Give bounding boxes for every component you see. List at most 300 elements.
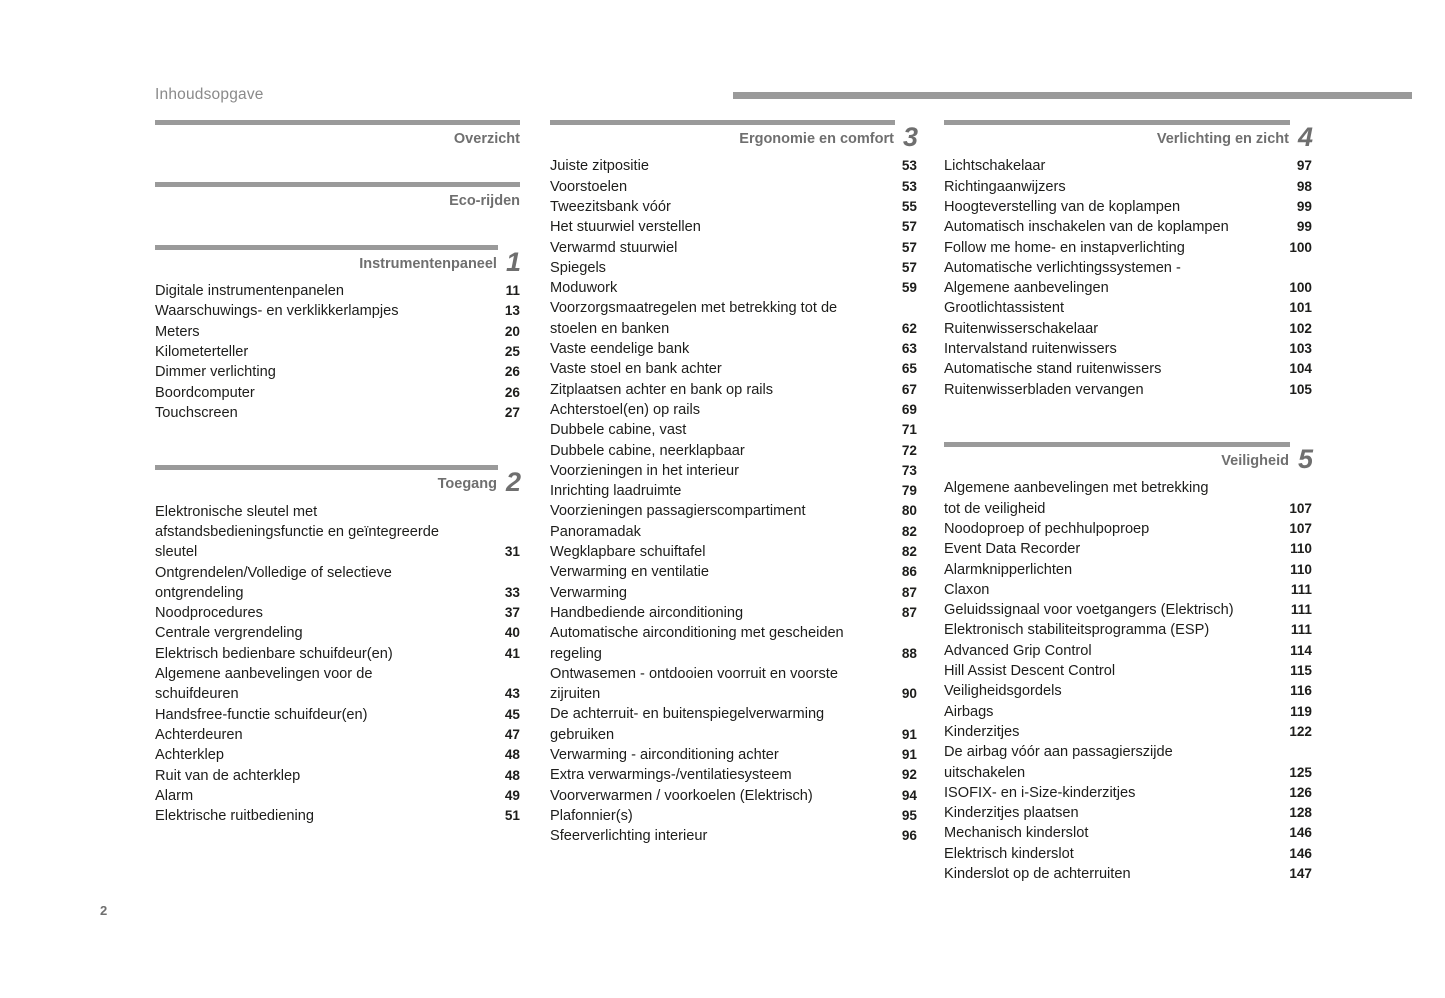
entry-page: 110 xyxy=(1290,561,1312,577)
entry-page: 147 xyxy=(1289,865,1312,881)
entry-label: Panoramadak xyxy=(550,523,641,540)
entry-label: tot de veiligheid xyxy=(944,500,1046,517)
list-item[interactable] xyxy=(155,383,520,403)
entry-label: afstandsbedieningsfunctie en geïntegreerde xyxy=(155,523,439,540)
section-title: Ergonomie en comfort xyxy=(739,131,894,147)
list-item[interactable] xyxy=(550,826,917,846)
entry-label: Elektrisch kinderslot xyxy=(944,845,1074,862)
entry-label: Airbags xyxy=(944,703,994,720)
section-rule xyxy=(155,182,520,187)
entry-page: 45 xyxy=(504,706,520,722)
entry-page: 40 xyxy=(504,625,520,641)
entry-label: Verwarming en ventilatie xyxy=(550,564,709,581)
list-item[interactable] xyxy=(550,298,917,318)
list-item[interactable] xyxy=(944,339,1312,359)
list-item[interactable] xyxy=(155,542,520,562)
list-item[interactable] xyxy=(155,563,520,583)
entry-label: Zitplaatsen achter en bank op rails xyxy=(550,381,774,398)
entry-page: 51 xyxy=(504,808,520,824)
section-header xyxy=(944,120,1312,152)
list-item[interactable] xyxy=(550,278,917,298)
entry-label: Spiegels xyxy=(550,259,606,276)
entry-label: Dubbele cabine, vast xyxy=(550,422,687,439)
section-title: Veiligheid xyxy=(1221,452,1289,469)
entry-label: Voorstoelen xyxy=(550,178,628,195)
entry-page: 122 xyxy=(1289,723,1312,739)
list-item[interactable] xyxy=(155,745,520,765)
list-item[interactable] xyxy=(155,806,520,826)
list-item[interactable] xyxy=(944,560,1312,580)
entry-label: Alarm xyxy=(155,787,194,804)
entry-page: 63 xyxy=(901,341,917,357)
entry-label: Ontwasemen - ontdooien voorruit en voorste xyxy=(550,665,838,682)
entry-page: 104 xyxy=(1289,361,1312,377)
entry-label: sleutel xyxy=(155,544,198,561)
list-item[interactable] xyxy=(550,197,917,217)
entry-page: 82 xyxy=(901,544,917,560)
entry-label: Voorverwarmen / voorkoelen (Elektrisch) xyxy=(550,787,813,804)
entry-page: 88 xyxy=(901,645,917,661)
list-item[interactable] xyxy=(155,684,520,704)
section-header xyxy=(155,182,520,210)
entry-page: 111 xyxy=(1290,602,1312,618)
section-header xyxy=(550,120,917,152)
list-item[interactable] xyxy=(944,600,1312,620)
list-item[interactable] xyxy=(944,620,1312,640)
entry-page: 87 xyxy=(901,604,917,620)
list-item[interactable] xyxy=(155,342,520,362)
list-item[interactable] xyxy=(944,763,1312,783)
list-item[interactable] xyxy=(550,765,917,785)
list-item[interactable] xyxy=(550,542,917,562)
entry-label: Richtingaanwijzers xyxy=(944,178,1066,195)
entry-page: 146 xyxy=(1289,845,1312,861)
entry-label: Vaste stoel en bank achter xyxy=(550,361,722,378)
section-title-row xyxy=(550,122,917,152)
entry-page: 115 xyxy=(1290,663,1312,679)
entry-page: 49 xyxy=(504,787,520,803)
list-item[interactable] xyxy=(944,478,1312,498)
entry-label: Kinderzitjes xyxy=(944,723,1020,740)
entry-label: Handbediende airconditioning xyxy=(550,604,744,621)
list-item[interactable] xyxy=(944,278,1312,298)
list-item[interactable] xyxy=(550,258,917,278)
entry-page: 62 xyxy=(901,320,917,336)
entry-page: 107 xyxy=(1289,500,1312,516)
section-toegang xyxy=(155,465,520,826)
entry-page: 119 xyxy=(1290,703,1312,719)
entry-page: 128 xyxy=(1289,805,1312,821)
entry-label: Plafonnier(s) xyxy=(550,807,633,824)
entry-label: Waarschuwings- en verklikkerlampjes xyxy=(155,303,399,320)
list-item[interactable] xyxy=(550,725,917,745)
entry-page: 41 xyxy=(504,645,520,661)
entry-page: 92 xyxy=(901,767,917,783)
section-title-row xyxy=(155,192,520,210)
list-item[interactable] xyxy=(944,722,1312,742)
list-item[interactable] xyxy=(155,522,520,542)
entry-page: 102 xyxy=(1289,320,1312,336)
list-item[interactable] xyxy=(550,806,917,826)
list-item[interactable] xyxy=(550,156,917,176)
entry-page: 80 xyxy=(901,503,917,519)
list-item[interactable] xyxy=(944,519,1312,539)
entry-label: Digitale instrumentenpanelen xyxy=(155,283,345,300)
entry-label: regeling xyxy=(550,645,602,662)
entry-page: 94 xyxy=(901,787,917,803)
list-item[interactable] xyxy=(550,644,917,664)
entry-label: Algemene aanbevelingen met betrekking xyxy=(944,480,1209,497)
entry-page: 125 xyxy=(1289,764,1312,780)
entry-label: Hill Assist Descent Control xyxy=(944,663,1116,680)
entry-page: 82 xyxy=(901,523,917,539)
entry-label: ISOFIX- en i-Size-kinderzitjes xyxy=(944,784,1136,801)
list-item[interactable] xyxy=(550,461,917,481)
entry-label: Juiste zitpositie xyxy=(550,158,649,175)
entry-label: stoelen en banken xyxy=(550,320,670,337)
list-item[interactable] xyxy=(550,745,917,765)
entry-page: 53 xyxy=(901,178,917,194)
entry-page: 27 xyxy=(504,404,520,420)
toc-entry-list xyxy=(944,156,1312,400)
entry-label: Inrichting laadruimte xyxy=(550,483,682,500)
entry-label: uitschakelen xyxy=(944,764,1026,781)
section-number: 5 xyxy=(1297,443,1312,474)
page-title: Inhoudsopgave xyxy=(155,86,264,103)
entry-label: Elektrisch bedienbare schuifdeur(en) xyxy=(155,645,393,662)
entry-label: Grootlichtassistent xyxy=(944,300,1065,317)
entry-label: Hoogteverstelling van de koplampen xyxy=(944,198,1181,215)
section-rule xyxy=(155,120,520,125)
list-item[interactable] xyxy=(944,177,1312,197)
entry-page: 95 xyxy=(901,807,917,823)
entry-label: zijruiten xyxy=(550,686,601,703)
section-title-row xyxy=(944,443,1312,474)
entry-label: Verwarming xyxy=(550,584,628,601)
section-number: 4 xyxy=(1297,122,1312,152)
list-item[interactable] xyxy=(944,742,1312,762)
entry-label: Ruit van de achterklep xyxy=(155,767,301,784)
section-title: Verlichting en zicht xyxy=(1156,131,1289,147)
section-ergonomie-en-comfort xyxy=(550,120,917,846)
entry-label: Achterklep xyxy=(155,747,224,764)
list-item[interactable] xyxy=(550,501,917,521)
entry-page: 97 xyxy=(1296,158,1312,174)
entry-page: 65 xyxy=(901,361,917,377)
entry-page: 91 xyxy=(901,726,917,742)
entry-page: 99 xyxy=(1296,198,1312,214)
list-item[interactable] xyxy=(550,583,917,603)
list-item[interactable] xyxy=(944,217,1312,237)
column-left xyxy=(155,120,520,826)
entry-label: Automatisch inschakelen van de koplampen xyxy=(944,219,1229,236)
list-item[interactable] xyxy=(944,783,1312,803)
entry-page: 71 xyxy=(901,422,917,438)
entry-page: 86 xyxy=(901,564,917,580)
entry-label: Algemene aanbevelingen xyxy=(944,280,1109,297)
entry-label: Automatische verlichtingssystemen - xyxy=(944,259,1181,276)
list-item[interactable] xyxy=(944,319,1312,339)
entry-label: Wegklapbare schuiftafel xyxy=(550,544,706,561)
entry-label: Ruitenwisserschakelaar xyxy=(944,320,1099,337)
list-item[interactable] xyxy=(944,499,1312,519)
entry-label: Claxon xyxy=(944,581,990,598)
entry-page: 67 xyxy=(901,381,917,397)
entry-page: 126 xyxy=(1289,784,1312,800)
list-item[interactable] xyxy=(550,177,917,197)
entry-page: 57 xyxy=(901,219,917,235)
entry-label: Advanced Grip Control xyxy=(944,642,1092,659)
entry-label: Centrale vergrendeling xyxy=(155,625,303,642)
entry-page: 20 xyxy=(504,323,520,339)
list-item[interactable] xyxy=(944,298,1312,318)
list-item[interactable] xyxy=(155,725,520,745)
entry-page: 37 xyxy=(504,605,520,621)
entry-page: 48 xyxy=(504,767,520,783)
entry-label: ontgrendeling xyxy=(155,584,244,601)
entry-label: Tweezitsbank vóór xyxy=(550,198,671,215)
entry-page: 73 xyxy=(901,462,917,478)
entry-label: Automatische airconditioning met gescheiden xyxy=(550,625,844,642)
entry-label: Elektronisch stabiliteitsprogramma (ESP) xyxy=(944,622,1210,639)
entry-label: Voorzieningen in het interieur xyxy=(550,462,740,479)
entry-label: Moduwork xyxy=(550,280,618,297)
list-item[interactable] xyxy=(944,539,1312,559)
list-item[interactable] xyxy=(155,502,520,522)
entry-label: De airbag vóór aan passagierszijde xyxy=(944,744,1173,761)
section-overzicht xyxy=(155,120,520,148)
entry-page: 98 xyxy=(1296,178,1312,194)
entry-label: Dimmer verlichting xyxy=(155,364,276,381)
entry-label: Algemene aanbevelingen voor de xyxy=(155,666,373,683)
column-right xyxy=(944,120,1312,884)
section-title: Instrumentenpaneel xyxy=(359,255,497,272)
entry-page: 11 xyxy=(505,283,520,299)
section-title-row xyxy=(155,130,520,148)
entry-label: Touchscreen xyxy=(155,404,238,421)
list-item[interactable] xyxy=(944,156,1312,176)
list-item[interactable] xyxy=(155,362,520,382)
section-instrumentenpaneel xyxy=(155,245,520,423)
entry-page: 87 xyxy=(901,584,917,600)
entry-page: 107 xyxy=(1289,520,1312,536)
entry-label: Kilometerteller xyxy=(155,344,249,361)
entry-label: Verwarmd stuurwiel xyxy=(550,239,678,256)
entry-label: Elektronische sleutel met xyxy=(155,503,318,520)
entry-page: 72 xyxy=(901,442,917,458)
entry-label: Geluidssignaal voor voetgangers (Elektrisch) xyxy=(944,602,1234,619)
entry-page: 55 xyxy=(901,198,917,214)
entry-page: 53 xyxy=(901,158,917,174)
entry-page: 25 xyxy=(504,344,520,360)
list-item[interactable] xyxy=(944,702,1312,722)
section-title-row xyxy=(944,122,1312,152)
section-title: Toegang xyxy=(437,476,497,493)
entry-label: Handsfree-functie schuifdeur(en) xyxy=(155,706,368,723)
entry-label: Het stuurwiel verstellen xyxy=(550,219,701,236)
entry-page: 103 xyxy=(1289,341,1312,357)
section-title-row xyxy=(155,467,520,498)
list-item[interactable] xyxy=(550,623,917,643)
entry-page: 26 xyxy=(504,384,520,400)
toc-entry-list xyxy=(155,502,520,827)
entry-page: 31 xyxy=(504,544,520,560)
entry-page: 57 xyxy=(901,259,917,275)
section-rule xyxy=(550,120,895,125)
entry-page: 146 xyxy=(1289,825,1312,841)
list-item[interactable] xyxy=(550,359,917,379)
entry-label: Elektrische ruitbediening xyxy=(155,808,314,825)
entry-label: Ruitenwisserbladen vervangen xyxy=(944,381,1144,398)
entry-page: 100 xyxy=(1289,239,1312,255)
section-header xyxy=(155,465,520,498)
entry-label: Lichtschakelaar xyxy=(944,158,1046,175)
list-item[interactable] xyxy=(550,400,917,420)
list-item[interactable] xyxy=(155,664,520,684)
entry-label: schuifdeuren xyxy=(155,686,239,703)
entry-page: 110 xyxy=(1290,541,1312,557)
list-item[interactable] xyxy=(155,403,520,423)
list-item[interactable] xyxy=(944,580,1312,600)
entry-page: 116 xyxy=(1290,683,1312,699)
section-rule xyxy=(944,442,1290,447)
entry-label: Achterdeuren xyxy=(155,726,243,743)
list-item[interactable] xyxy=(550,786,917,806)
section-title: Eco-rijden xyxy=(449,193,520,210)
list-item[interactable] xyxy=(944,197,1312,217)
entry-label: Vaste eendelige bank xyxy=(550,341,690,358)
list-item[interactable] xyxy=(550,664,917,684)
entry-label: Extra verwarmings-/ventilatiesysteem xyxy=(550,767,792,784)
entry-page: 100 xyxy=(1289,280,1312,296)
entry-label: Achterstoel(en) op rails xyxy=(550,401,701,418)
list-item[interactable] xyxy=(155,583,520,603)
entry-label: Noodprocedures xyxy=(155,605,263,622)
entry-label: Mechanisch kinderslot xyxy=(944,825,1089,842)
section-title-row xyxy=(155,246,520,277)
list-item[interactable] xyxy=(550,339,917,359)
entry-page: 13 xyxy=(504,303,520,319)
list-item[interactable] xyxy=(550,420,917,440)
list-item[interactable] xyxy=(155,705,520,725)
entry-page: 47 xyxy=(504,726,520,742)
list-item[interactable] xyxy=(155,623,520,643)
entry-label: Automatische stand ruitenwissers xyxy=(944,361,1162,378)
list-item[interactable] xyxy=(944,844,1312,864)
section-verlichting-en-zicht xyxy=(944,120,1312,400)
entry-page: 111 xyxy=(1290,581,1312,597)
list-item[interactable] xyxy=(155,603,520,623)
section-number: 3 xyxy=(902,122,917,152)
section-rule xyxy=(944,120,1290,125)
section-header xyxy=(155,245,520,277)
entry-page: 91 xyxy=(901,747,917,762)
list-item[interactable] xyxy=(155,786,520,806)
list-item[interactable] xyxy=(550,481,917,501)
list-item[interactable] xyxy=(944,359,1312,379)
list-item[interactable] xyxy=(550,238,917,258)
entry-label: Alarmknipperlichten xyxy=(944,561,1073,578)
entry-page: 43 xyxy=(504,686,520,702)
list-item[interactable] xyxy=(155,322,520,342)
page-folio: 2 xyxy=(100,903,108,918)
entry-label: Sfeerverlichting interieur xyxy=(550,828,708,845)
list-item[interactable] xyxy=(944,661,1312,681)
entry-label: Dubbele cabine, neerklapbaar xyxy=(550,442,745,459)
entry-page: 59 xyxy=(901,280,917,296)
list-item[interactable] xyxy=(550,441,917,461)
entry-page: 111 xyxy=(1290,622,1312,638)
list-item[interactable] xyxy=(944,641,1312,661)
entry-label: De achterruit- en buitenspiegelverwarming xyxy=(550,706,825,723)
section-rule xyxy=(155,245,498,250)
entry-page: 26 xyxy=(504,364,520,380)
list-item[interactable] xyxy=(155,766,520,786)
section-rule xyxy=(155,465,498,470)
toc-entry-list xyxy=(550,156,917,846)
list-item[interactable] xyxy=(155,644,520,664)
entry-page: 105 xyxy=(1289,381,1312,397)
entry-page: 90 xyxy=(901,686,917,702)
list-item[interactable] xyxy=(550,522,917,542)
entry-page: 48 xyxy=(504,747,520,763)
entry-page: 57 xyxy=(901,239,917,255)
entry-label: Meters xyxy=(155,323,200,340)
list-item[interactable] xyxy=(944,681,1312,701)
list-item[interactable] xyxy=(550,704,917,724)
list-item[interactable] xyxy=(944,380,1312,400)
entry-page: 69 xyxy=(901,401,917,417)
list-item[interactable] xyxy=(550,217,917,237)
entry-label: Boordcomputer xyxy=(155,384,255,401)
entry-label: Kinderslot op de achterruiten xyxy=(944,865,1131,882)
list-item[interactable] xyxy=(550,684,917,704)
entry-label: Intervalstand ruitenwissers xyxy=(944,341,1117,358)
section-number: 1 xyxy=(505,246,520,277)
list-item[interactable] xyxy=(944,238,1312,258)
entry-page: 33 xyxy=(504,584,520,600)
list-item[interactable] xyxy=(944,864,1312,884)
list-item[interactable] xyxy=(550,380,917,400)
list-item[interactable] xyxy=(155,281,520,301)
list-item[interactable] xyxy=(944,258,1312,278)
entry-page: 96 xyxy=(901,828,917,844)
entry-label: Follow me home- en instapverlichting xyxy=(944,239,1185,256)
column-middle xyxy=(550,120,917,846)
list-item[interactable] xyxy=(155,301,520,321)
entry-page: 114 xyxy=(1290,642,1312,658)
list-item[interactable] xyxy=(944,823,1312,843)
list-item[interactable] xyxy=(944,803,1312,823)
entry-label: Ontgrendelen/Volledige of selectieve xyxy=(155,564,392,581)
section-eco-rijden xyxy=(155,182,520,210)
toc-entry-list xyxy=(155,281,520,423)
section-header xyxy=(944,442,1312,474)
entry-label: Voorzorgsmaatregelen met betrekking tot de xyxy=(550,300,838,317)
list-item[interactable] xyxy=(550,603,917,623)
list-item[interactable] xyxy=(550,562,917,582)
entry-page: 101 xyxy=(1289,300,1312,316)
entry-label: Kinderzitjes plaatsen xyxy=(944,805,1079,822)
entry-label: Noodoproep of pechhulpoproep xyxy=(944,520,1150,537)
toc-entry-list xyxy=(944,478,1312,884)
section-number: 2 xyxy=(505,467,520,498)
section-veiligheid xyxy=(944,442,1312,884)
list-item[interactable] xyxy=(550,319,917,339)
entry-label: Voorzieningen passagierscompartiment xyxy=(550,503,806,520)
entry-page: 79 xyxy=(901,483,917,499)
entry-label: Event Data Recorder xyxy=(944,541,1081,558)
